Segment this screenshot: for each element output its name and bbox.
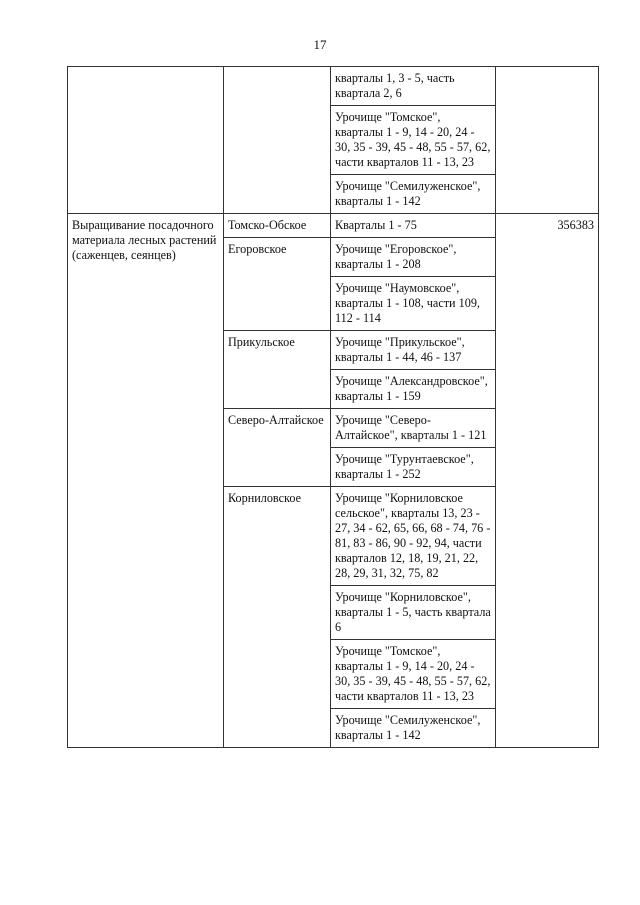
location-cell: Урочище "Семилуженское", кварталы 1 - 142 [331, 175, 496, 214]
location-cell: Урочище "Корниловское сельское", кварталы 13, 23 - 27, 34 - 62, 65, 66, 68 - 74, 76 - 81, 83 - 86, 90 - 92, 94, части кварталов 12, 18, 19, 21, 22, 28, 29, 31, 32, 75, 82 [331, 487, 496, 586]
location-cell: кварталы 1, 3 - 5, часть квартала 2, 6 [331, 67, 496, 106]
forestry-name-cell: Томско-Обское [224, 214, 331, 238]
location-cell: Урочище "Наумовское", кварталы 1 - 108, части 109, 112 - 114 [331, 277, 496, 331]
area-cell-empty [496, 67, 599, 214]
location-cell: Урочище "Турунтаевское", кварталы 1 - 252 [331, 448, 496, 487]
activity-cell: Выращивание посадочного материала лесных растений (саженцев, сеянцев) [68, 214, 224, 748]
location-cell: Урочище "Томское", кварталы 1 - 9, 14 - 20, 24 - 30, 35 - 39, 45 - 48, 55 - 57, 62, части кварталов 11 - 13, 23 [331, 106, 496, 175]
forestry-name-cell: Корниловское [224, 487, 331, 748]
location-cell: Урочище "Семилуженское", кварталы 1 - 142 [331, 709, 496, 748]
location-cell: Урочище "Александровское", кварталы 1 - 159 [331, 370, 496, 409]
area-cell: 356383 [496, 214, 599, 748]
location-cell: Урочище "Северо-Алтайское", кварталы 1 - 121 [331, 409, 496, 448]
forestry-name-cell: Прикульское [224, 331, 331, 409]
location-cell: Урочище "Прикульское", кварталы 1 - 44, 46 - 137 [331, 331, 496, 370]
location-cell: Урочище "Корниловское", кварталы 1 - 5, часть квартала 6 [331, 586, 496, 640]
location-cell: Урочище "Томское", кварталы 1 - 9, 14 - 20, 24 - 30, 35 - 39, 45 - 48, 55 - 57, 62, части кварталов 11 - 13, 23 [331, 640, 496, 709]
forestry-name-cell: Егоровское [224, 238, 331, 331]
activity-cell-empty [68, 67, 224, 214]
table-row [68, 67, 599, 106]
forestry-name-cell: Северо-Алтайское [224, 409, 331, 487]
forestry-table [67, 66, 599, 748]
table-row [68, 214, 599, 238]
page-number: 17 [313, 37, 327, 52]
location-cell: Кварталы 1 - 75 [331, 214, 496, 238]
location-cell: Урочище "Егоровское", кварталы 1 - 208 [331, 238, 496, 277]
forestry-cell-empty [224, 67, 331, 214]
